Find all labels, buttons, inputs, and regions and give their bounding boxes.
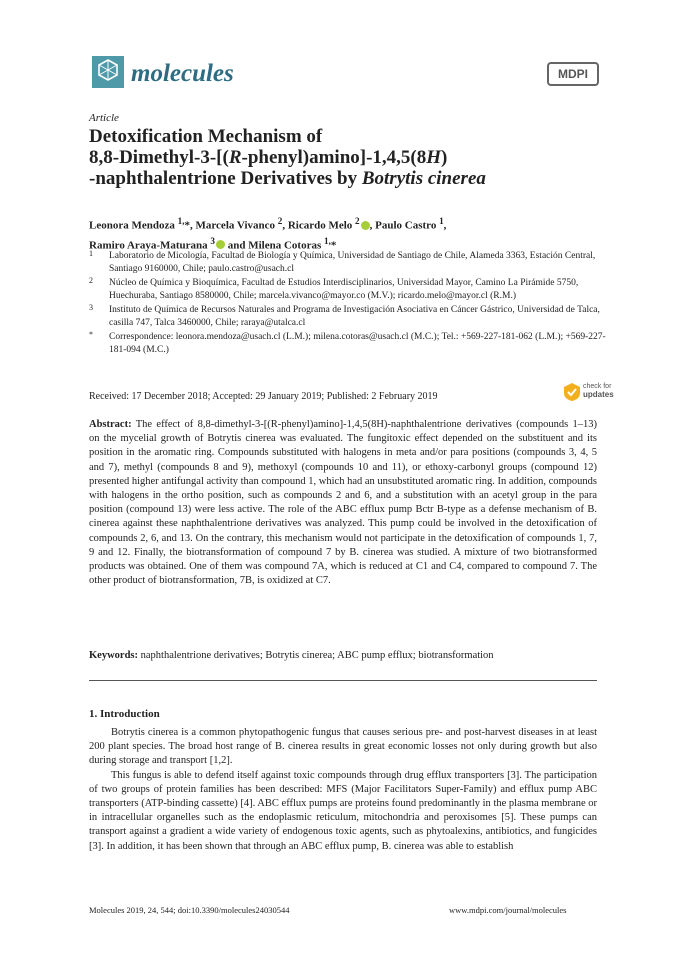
section-heading-introduction: 1. Introduction: [89, 708, 160, 720]
affiliation-2: 2 Núcleo de Química y Bioquímica, Facultad de Estudios Interdisciplinarios, Universidad Mayor, Camino La Pirámide 5750, Huechuraba, Santiago 8580000, Chile; marcela.vivanco@mayor.co (M.V.); ricardo.melo@mayor.cl (R.M.): [89, 276, 579, 301]
intro-paragraph-2: This fungus is able to defend itself against toxic compounds through drug efflux transporters [3]. The participation of two groups of protein families has been described: MFS (Major Facilitators Super-Family) and efflux pump ABC transporters (ATP-binding cassette) [4]. ABC efflux pumps are proteins found predominantly in the plasma membrane or in intracellular organelles such as the endoplasmic reticulum, mitochondria and peroxisomes [5]. These pumps can transport against a gradient a wide variety of endogenous toxic agents, such as phytoalexins, antibiotics, and fungicides [3]. In addition, it has been shown that through an ABC efflux pump, B. cinerea was able to establish: [89, 769, 597, 852]
intro-paragraph-1: Botrytis cinerea is a common phytopathogenic fungus that causes serious pre- and post-harvest diseases in at least 200 plant species. The broad host range of B. cinerea results in great economic losses not only during growth but also during storage and transport [1,2].: [89, 727, 597, 767]
abstract-label: Abstract:: [89, 419, 132, 430]
orcid-icon[interactable]: [216, 240, 225, 249]
abstract: [89, 418, 597, 588]
affiliation-3: 3 Instituto de Química de Recursos Naturales and Programa de Investigación Asociativa en Cáncer Gástrico, Universidad de Talca, casilla 747, Talca 3460000, Chile; raraya@utalca.cl: [89, 303, 600, 328]
orcid-icon[interactable]: [361, 221, 370, 230]
check-for-updates-badge[interactable]: check for updates: [563, 381, 613, 403]
keywords: [89, 650, 597, 661]
publication-dates: Received: 17 December 2018; Accepted: 29 January 2019; Published: 2 February 2019: [89, 391, 438, 402]
introduction-body: [89, 726, 597, 854]
check-updates-icon: [563, 382, 581, 402]
title-line-2: 8,8-Dimethyl-3-[(R-phenyl)amino]-1,4,5(8H): [89, 147, 448, 168]
abstract-text: The effect of 8,8-dimethyl-3-[(R-phenyl)amino]-1,4,5(8H)-naphthalentrione derivatives (compounds 1–13) on the mycelial growth of Botrytis cinerea was evaluated. The fungitoxic effect depended on the substituent and its position in the aromatic ring. Compounds substituted with halogens in meta and/or para positions (compounds 3, 4, 5 and 7), methyl (compounds 8 and 9), methoxyl (compounds 10 and 11), or ethoxy-carbonyl groups (compound 12) presented higher antifungal activity than compound 1, which had an unsubstituted aromatic ring. In addition, compounds with halogens in the ortho position, such as compounds 2 and 6, and a substitution with an acetyl group in the para position (compound 13) were less active. The role of the ABC efflux pump Bctr B-type as a defense mechanism of B. cinerea against these naphthalentrione derivatives was analyzed. This pump could be involved in the detoxification of compounds 2, 6, and 13. On the contrary, this mechanism would not participate in the detoxification of compounds 1, 7, 9 and 12. Finally, the biotransformation of compound 7 by B. cinerea was studied. A mixture of two biotransformed products was obtained. One of them was compound 7A, which is reduced at C1 and C4, compared to compound 7. The other product of biotransformation, 7B, is oxidized at C7.: [89, 419, 598, 587]
authors-line-1: Leonora Mendoza $^{1,}$*, Marcela Vivanco $^2$, Ricardo Melo $^2$ , Paulo Castro $^1$,: [89, 216, 447, 232]
keywords-label: Keywords:: [89, 650, 138, 661]
affiliation-1: 1 Laboratorio de Micología, Facultad de Biología y Química, Universidad de Santiago de Chile, Alameda 3363, Estación Central, Santiago 9160000, Chile; paulo.castro@usach.cl: [89, 249, 596, 274]
article-title: [89, 126, 609, 189]
keywords-text: naphthalentrione derivatives; Botrytis cinerea; ABC pump efflux; biotransformation: [140, 650, 494, 661]
author-list: [89, 214, 609, 253]
authors-line-2: Ramiro Araya-Maturana $^3$ and Milena Cotoras $^{1,}$*: [89, 235, 337, 252]
footer-journal-link[interactable]: www.mdpi.com/journal/molecules: [449, 905, 567, 915]
footer-citation: Molecules 2019, 24, 544; doi:10.3390/molecules24030544: [89, 905, 290, 915]
title-line-3: -naphthalentrione Derivatives by Botrytis cinerea: [89, 168, 486, 189]
affiliations: [89, 250, 609, 358]
journal-name: molecules: [131, 60, 234, 87]
article-type: Article: [89, 112, 119, 124]
molecules-logo-icon: [90, 54, 126, 90]
correspondence: * Correspondence: leonora.mendoza@usach.cl (L.M.); milena.cotoras@usach.cl (M.C.); Tel.: +569-227-181-062 (L.M.); +569-227-181-094 (M.C.): [89, 330, 606, 355]
mdpi-logo: MDPI: [547, 62, 599, 86]
section-divider: [89, 680, 597, 681]
title-line-1: Detoxification Mechanism of: [89, 126, 323, 147]
